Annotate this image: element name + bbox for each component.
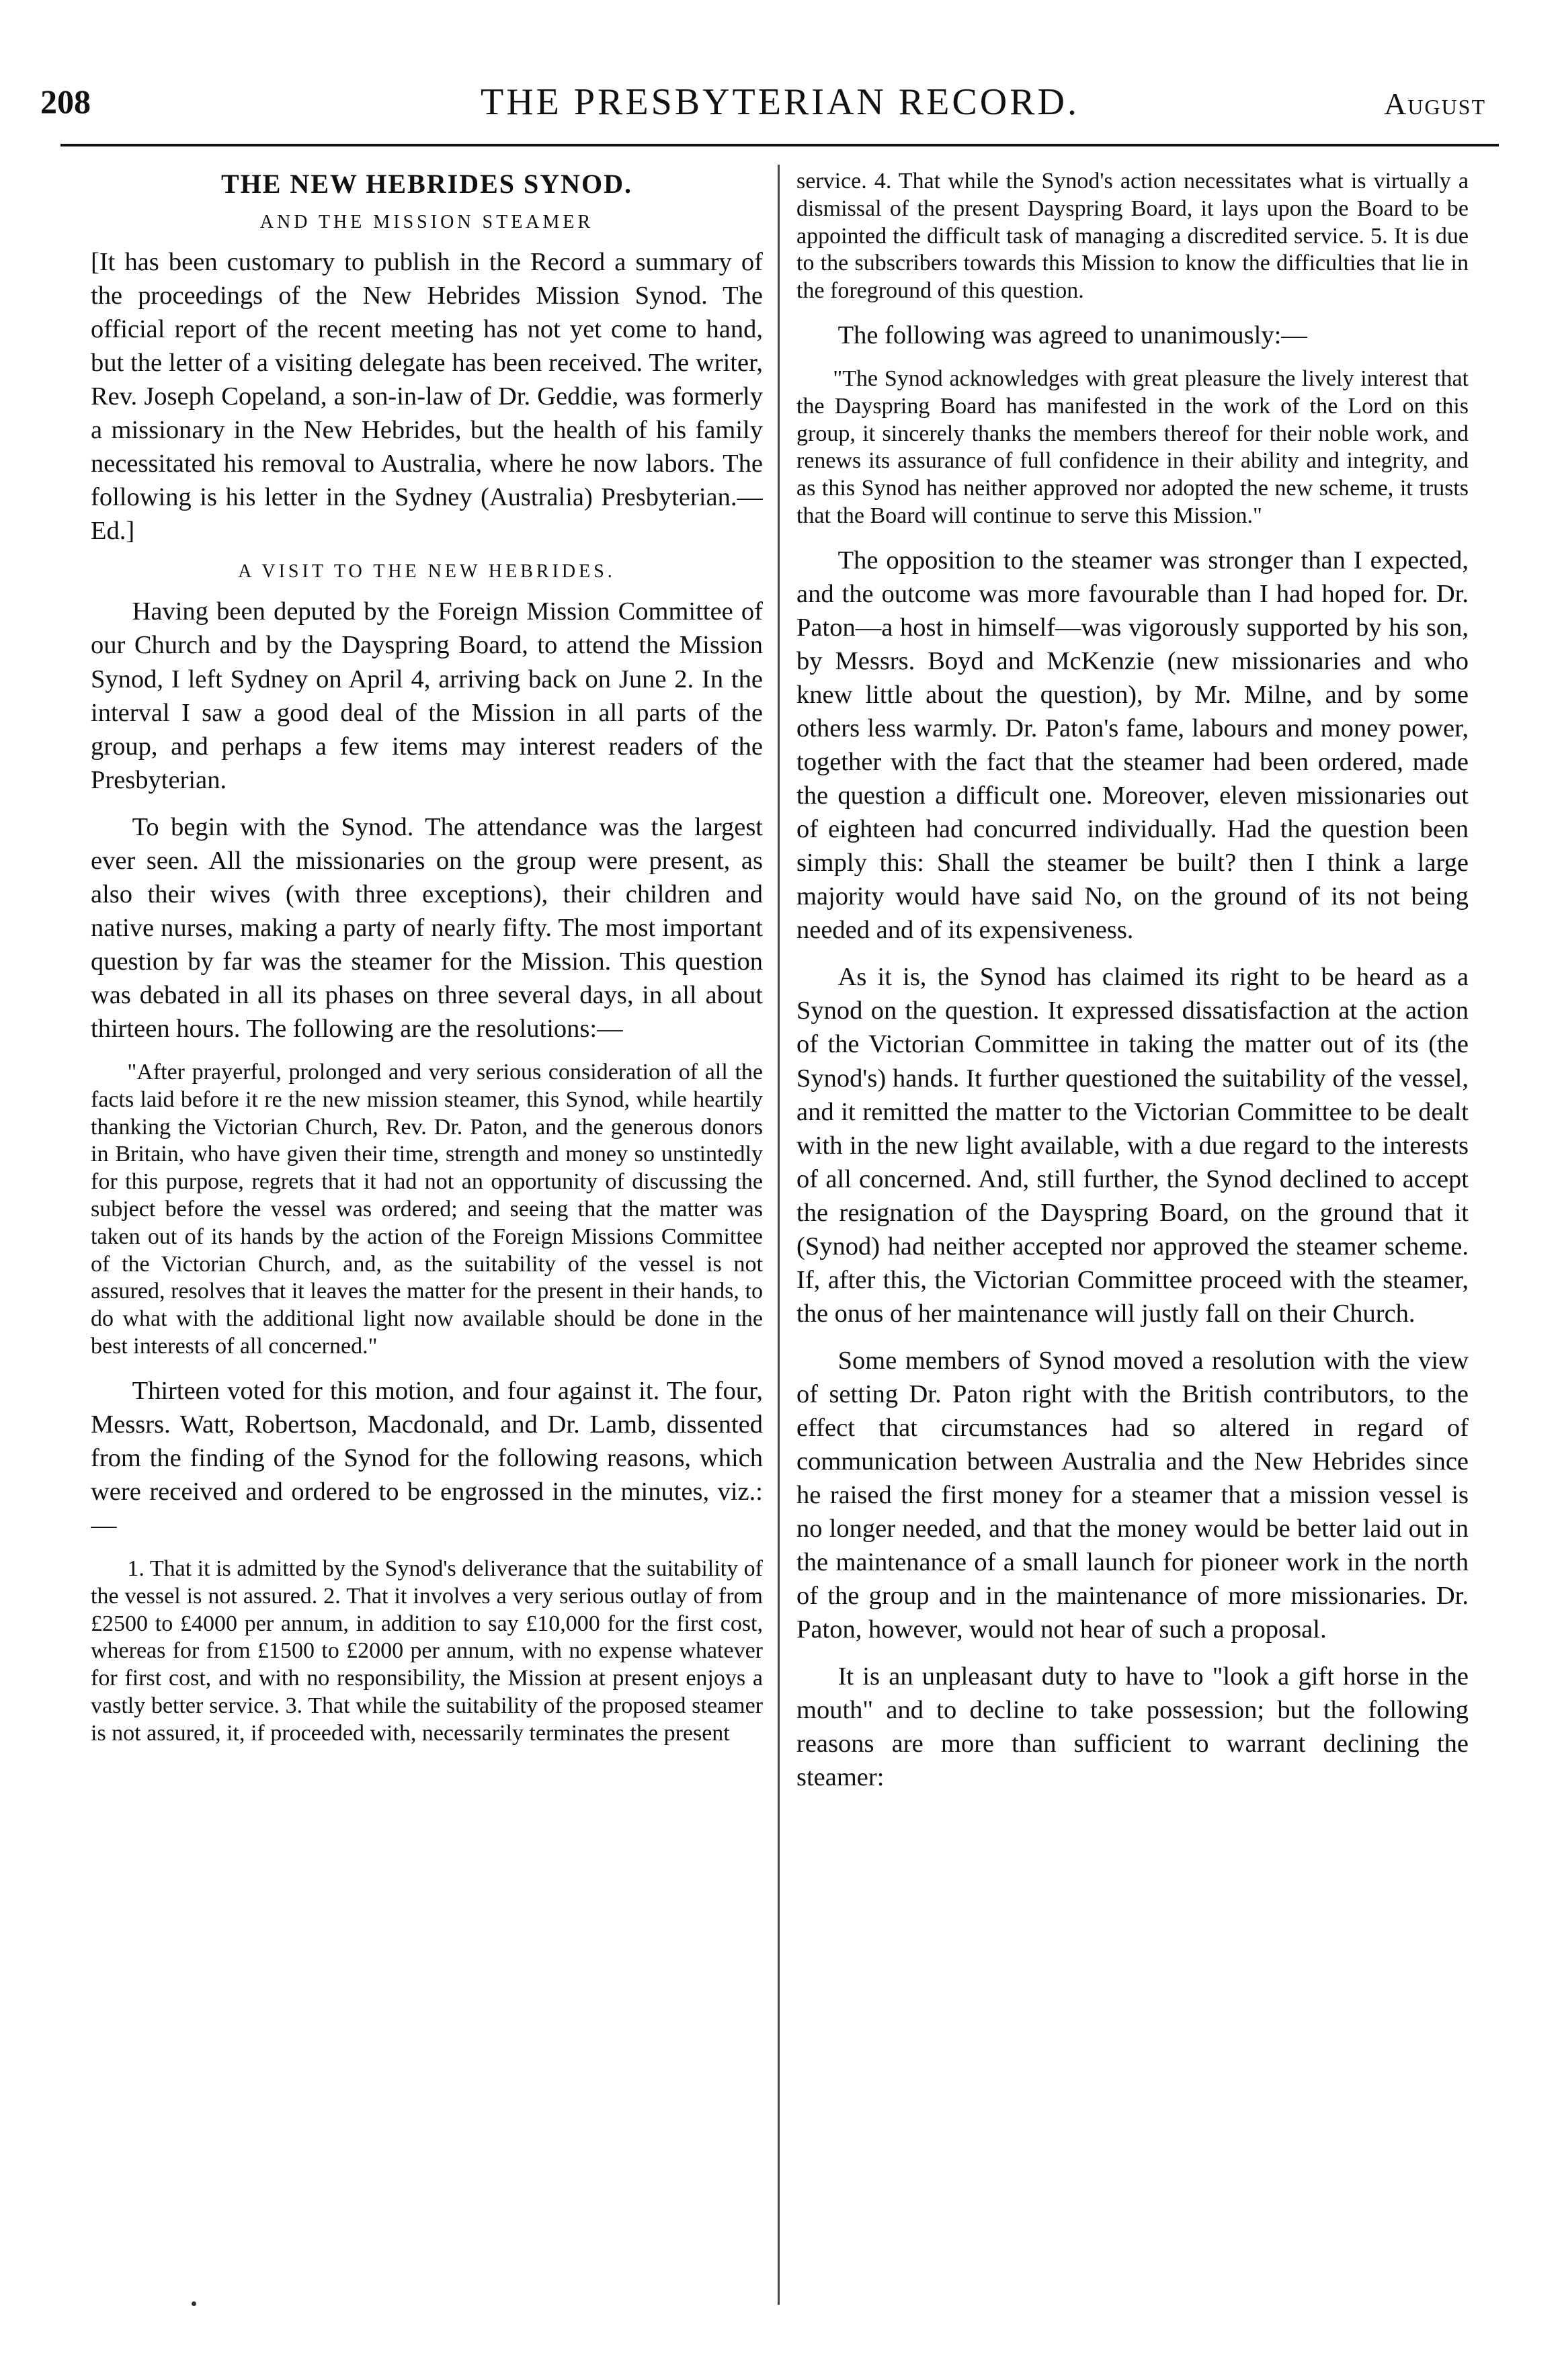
article-title: THE NEW HEBRIDES SYNOD. <box>220 169 633 199</box>
paragraph: As it is, the Synod has claimed its right to be heard as a Synod on the question. It expressed dissatisfaction at the action of the Victorian Committee in taking the matter out of its (the Synod's) hands. It further questioned the suitability of the vessel, and it remitted the matter to the Victorian Committee to be dealt with in the new light available, with a due regard to the interests of all concerned. And, still further, the Synod declined to accept the resignation of the Dayspring Board, on the ground that it (Synod) had neither accepted nor approved the steamer scheme. If, after this, the Victorian Committee proceed with the steamer, the onus of her maintenance will justly fall on their Church. <box>796 963 1469 1328</box>
paragraph: It is an unpleasant duty to have to "look a gift horse in the mouth" and to decline to take possession; but the following reasons are more than sufficient to warrant declining the steamer: <box>796 1662 1469 1792</box>
dissent-reasons: 1. That it is admitted by the Synod's deliverance that the suitability of the vessel is not assured. 2. That it involves a very serious outlay of from £2500 to £4000 per annum, in addition to say £10,000 for the first cost, whereas for from £1500 to £2000 per annum, with no expense whatever for first cost, and with no responsibility, the Mission at present enjoys a vastly better service. 3. That while the suitability of the proposed steamer is not assured, it, if proceeded with, necessarily terminates the present <box>91 1556 763 1746</box>
paragraph: Having been deputed by the Foreign Mission Committee of our Church and by the Dayspring Board, to attend the Mission Synod, I left Sydney on April 4, arriving back on June 2. In the interval I saw a good deal of the Mission in all parts of the group, and perhaps a few items may interest readers of the Presbyterian. <box>91 597 763 794</box>
running-title: THE PRESBYTERIAN RECORD. <box>481 81 1079 123</box>
article-subtitle: AND THE MISSION STEAMER <box>259 212 594 232</box>
paragraph: To begin with the Synod. The attendance was the largest ever seen. All the missionaries on the group were present, as also their wives (with three exceptions), their children and native nurses, making a party of nearly fifty. The most important question by far was the steamer for the Mission. This question was debated in all its phases on three several days, in all about thirteen hours. The following are the resolutions:— <box>91 812 763 1043</box>
paragraph: The opposition to the steamer was stronger than I expected, and the outcome was more favourable than I had hoped for. Dr. Paton—a host in himself—was vigorously supported by his son, by Messrs. Boyd and McKenzie (new missionaries and who knew little about the question), by Mr. Milne, and by some others less warmly. Dr. Paton's fame, labours and money power, together with the fact that the steamer had been ordered, made the question a difficult one. Moreover, eleven missionaries out of eighteen had concurred individually. Had the question been simply this: Shall the steamer be built? then I think a large majority would have said No, on the ground of its not being needed and of its expensiveness. <box>796 546 1469 945</box>
page-number: 208 <box>40 83 91 120</box>
issue-month: August <box>1384 87 1486 121</box>
left-column <box>91 168 763 2352</box>
editor-note: [It has been customary to publish in the Record a summary of the proceedings of the New Hebrides Mission Synod. The official report of the recent meeting has not yet come to hand, but the letter of a visiting delegate has been received. The writer, Rev. Joseph Copeland, a son-in-law of Dr. Geddie, was formerly a missionary in the New Hebrides, but the health of his family necessitated his removal to Australia, where he now labors. The following is his letter in the Sydney (Australia) Presbyterian.—Ed.] <box>91 248 763 546</box>
letter-heading: A VISIT TO THE NEW HEBRIDES. <box>238 561 616 583</box>
synod-resolution: "After prayerful, prolonged and very serious consideration of all the facts laid before it re the new mission steamer, this Synod, while heartily thanking the Victorian Church, Rev. Dr. Paton, and the generous donors in Britain, who have given their time, strength and money so unstintedly for this purpose, regrets that it had not an opportunity of discussing the subject before the vessel was ordered; and seeing that the matter was taken out of its hands by the action of the Foreign Missions Committee of the Victorian Church, and, as the suitability of the vessel is not assured, resolves that it leaves the matter for the present in their hands, to do what with the additional light now available should be done in the best interests of all concerned." <box>91 1060 763 1359</box>
ink-speck <box>192 2301 196 2306</box>
paragraph: The following was agreed to unanimously:— <box>837 321 1307 349</box>
dissent-reasons-continued: service. 4. That while the Synod's action necessitates what is virtually a dismissal of the present Dayspring Board, it lays upon the Board to be appointed the difficult task of managing a discredited service. 5. It is due to the subscribers towards this Mission to know the difficulties that lie in the foreground of this question. <box>796 169 1469 304</box>
paragraph: Some members of Synod moved a resolution with the view of setting Dr. Paton right with the British contributors, to the effect that circumstances had so altered in regard of communication between Australia and the New Hebrides since he raised the first money for a steamer that a mission vessel is no longer needed, and that the money would be better laid out in the maintenance of a small launch for pioneer work in the north of the group and in the maintenance of more missionaries. Dr. Paton, however, would not hear of such a proposal. <box>796 1346 1469 1644</box>
paragraph: Thirteen voted for this motion, and four against it. The four, Messrs. Watt, Robertson, Macdonald, and Dr. Lamb, dissented from the finding of the Synod for the following reasons, which were received and ordered to be engrossed in the minutes, viz.:— <box>91 1376 763 1539</box>
header-rule <box>60 144 1499 146</box>
page-header <box>0 0 1560 128</box>
synod-acknowledgement: "The Synod acknowledges with great pleasure the lively interest that the Dayspring Board has manifested in the work of the Lord on this group, it sincerely thanks the members thereof for their noble work, and renews its assurance of full confidence in their ability and integrity, and as this Synod has neither approved nor adopted the new scheme, it trusts that the Board will continue to serve this Mission." <box>796 366 1469 529</box>
right-column <box>796 168 1469 2352</box>
column-divider <box>778 165 780 2305</box>
